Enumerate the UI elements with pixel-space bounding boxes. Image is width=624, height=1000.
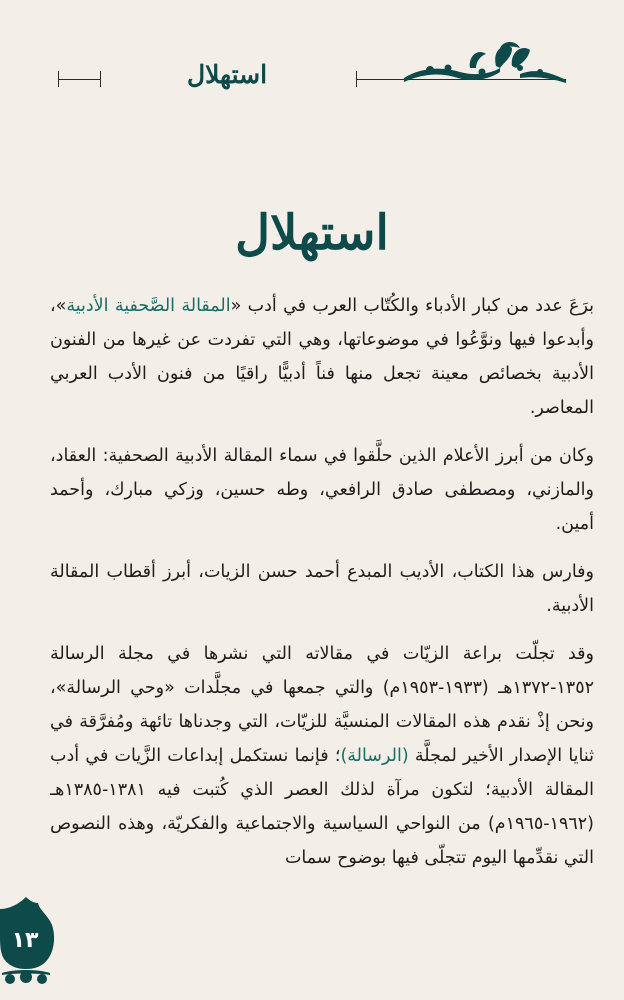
paragraph-text: »، وأبدعوا فيها ونوَّعُوا في موضوعاتها، وهي التي تفردت عن غيرها من الفنون الأدبية بخصائص معينة تجعل منها فناً أدبيًّا راقيًا من فنون الأدب العربي المعاصر.	[50, 296, 594, 418]
highlighted-term: (الرسالة)	[340, 746, 409, 766]
paragraph	[50, 289, 594, 425]
header-rule-left	[58, 79, 100, 80]
highlighted-term: المقالة الصَّحفية الأدبية	[66, 296, 231, 316]
paragraph-text: ؛ فإنما نستكمل إبداعات الزَّيات في أدب المقالة الأدبية؛ لتكون مرآة لذلك العصر الذي كُتبت فيه ١٣٨١-١٣٨٥هـ (١٩٦٢-١٩٦٥م) من النواحي السياسية والاجتماعية والفكريّة، وهذه النصوص التي نقدِّمها اليوم تتجلّى فيها بوضوح سمات	[50, 746, 594, 868]
chapter-body	[50, 289, 594, 889]
chapter-title: استهلال	[235, 205, 389, 261]
paragraph: وكان من أبرز الأعلام الذين حلَّقوا في سماء المقالة الأدبية الصحفية: العقاد، والمازني، ومصطفى صادق الرافعي، وطه حسين، وزكي مبارك، وأحمد أمين.	[50, 446, 594, 534]
running-header-title: استهلال	[186, 60, 268, 89]
paragraph: وفارس هذا الكتاب، الأديب المبدع أحمد حسن الزيات، أبرز أقطاب المقالة الأدبية.	[50, 562, 594, 616]
header-rule-tick	[100, 71, 101, 87]
paragraph-text: وقد تجلّت براعة الزيّات في مقالاته التي نشرها في مجلة الرسالة ١٣٥٢-١٣٧٢هـ (١٩٣٣-١٩٥٣م) والتي جمعها في مجلَّدات «وحي الرسالة»، ونحن إذْ نقدم هذه المقالات المنسيَّة للزيّات، التي وجدناها تائهة ومُفرَّقة في ثنايا الإصدار الأخير لمجلَّة	[50, 644, 594, 766]
paragraph	[50, 637, 594, 875]
paragraph-text: برَعَ عدد من كبار الأدباء والكُتّاب العرب في أدب «	[230, 296, 595, 316]
header-rule-tick	[58, 71, 59, 87]
page-number: ١٣	[11, 928, 39, 953]
floral-ornament-icon	[400, 38, 570, 88]
